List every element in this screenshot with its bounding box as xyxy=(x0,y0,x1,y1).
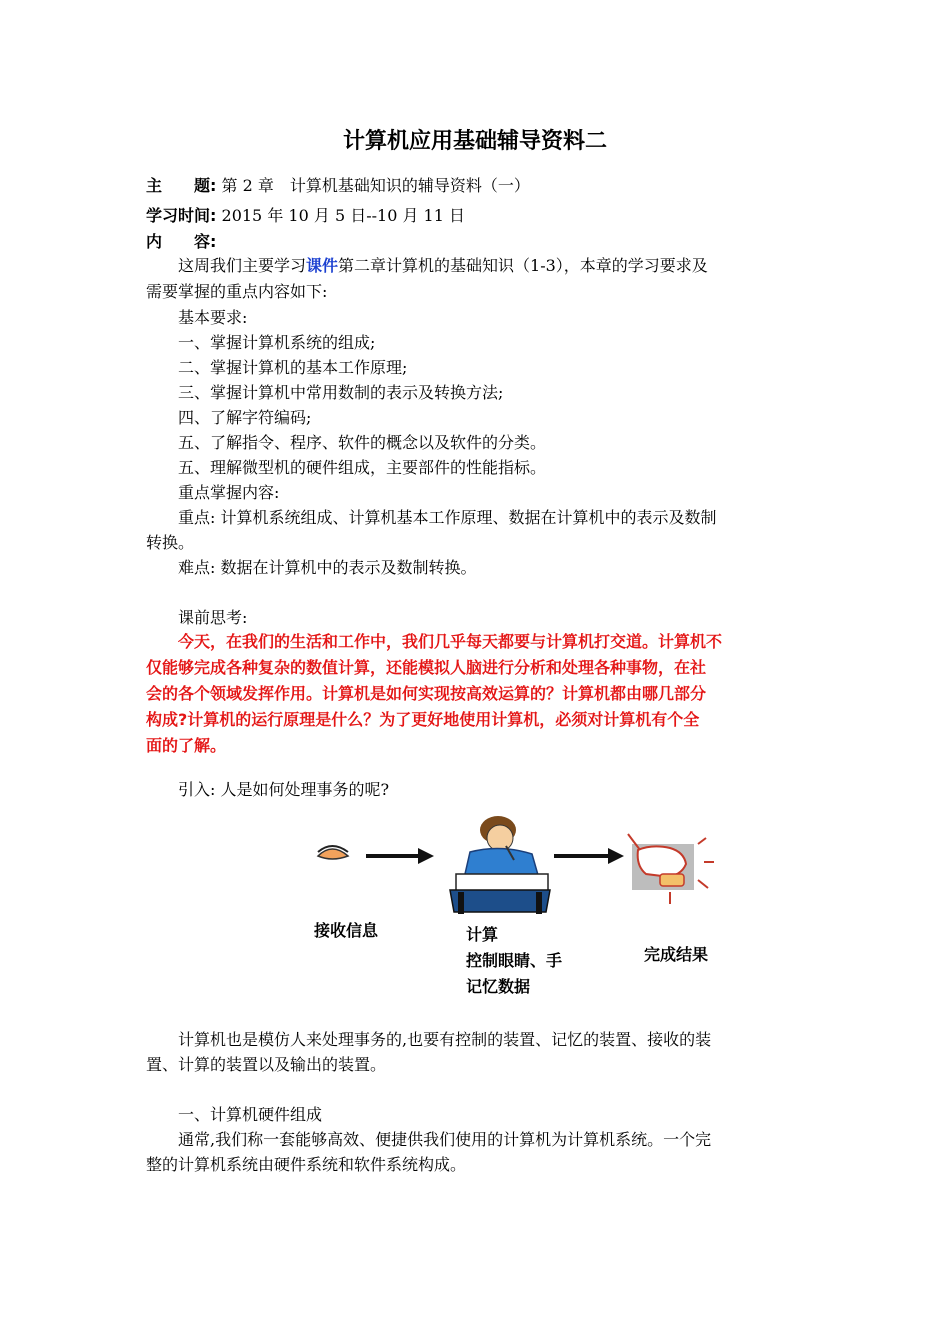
content-row: 内 容: xyxy=(146,232,217,251)
time-value: 2015 年 10 月 5 日--10 月 11 日 xyxy=(221,206,465,225)
requirement-item: 五、理解微型机的硬件组成，主要部件的性能指标。 xyxy=(178,458,547,477)
requirement-item: 一、掌握计算机系统的组成; xyxy=(178,333,376,352)
requirements-heading: 基本要求: xyxy=(178,308,248,327)
key-line-1: 重点: 计算机系统组成、计算机基本工作原理、数据在计算机中的表示及数制 xyxy=(178,508,717,527)
requirement-item: 四、了解字符编码; xyxy=(178,408,312,427)
hand-pressing-button-icon xyxy=(628,834,714,904)
thinking-line: 构成?计算机的运行原理是什么？为了更好地使用计算机，必须对计算机有个全 xyxy=(146,710,700,729)
intro-line-1 xyxy=(178,256,708,276)
after-line: 计算机也是模仿人来处理事务的,也要有控制的装置、记忆的装置、接收的装 xyxy=(178,1030,712,1049)
topic-row: 主 题: 第 2 章 计算机基础知识的辅导资料（一） xyxy=(146,176,530,195)
label-receive: 接收信息 xyxy=(314,921,379,940)
arrow-right-icon xyxy=(366,848,434,864)
thinking-line: 今天，在我们的生活和工作中，我们几乎每天都要与计算机打交道。计算机不 xyxy=(178,632,723,651)
requirement-item: 二、掌握计算机的基本工作原理; xyxy=(178,358,408,377)
label-control: 控制眼睛、手 xyxy=(466,951,563,970)
difficult-line: 难点: 数据在计算机中的表示及数制转换。 xyxy=(178,558,477,577)
topic-label: 主 题 xyxy=(146,176,211,195)
thinking-line: 面的了解。 xyxy=(146,736,227,755)
document-title: 计算机应用基础辅导资料二 xyxy=(342,129,607,154)
content-label: 内 容 xyxy=(146,232,211,251)
time-label: 学习时间 xyxy=(146,206,211,225)
courseware-link[interactable]: 课件 xyxy=(306,256,339,275)
after-line: 通常,我们称一套能够高效、便捷供我们使用的计算机为计算机系统。一个完 xyxy=(178,1130,712,1149)
key-line-2: 转换。 xyxy=(146,533,195,552)
intro-text-a: 这周我们主要学习 xyxy=(178,256,307,275)
intro-text-b: 第二章计算机的基础知识（1-3），本章的学习要求及 xyxy=(338,256,708,275)
after-line: 整的计算机系统由硬件系统和软件系统构成。 xyxy=(146,1155,467,1174)
requirement-item: 五、了解指令、程序、软件的概念以及软件的分类。 xyxy=(178,433,547,452)
topic-value: 第 2 章 计算机基础知识的辅导资料（一） xyxy=(221,176,530,195)
thinking-line: 会的各个领域发挥作用。计算机是如何实现按高效运算的？计算机都由哪几部分 xyxy=(146,684,707,703)
figure-intro: 引入: 人是如何处理事务的呢? xyxy=(178,780,390,799)
process-figure xyxy=(300,800,720,920)
section-heading: 一、计算机硬件组成 xyxy=(178,1105,323,1124)
label-compute: 计算 xyxy=(466,925,499,944)
arrow-right-icon xyxy=(554,848,624,864)
thinking-heading: 课前思考: xyxy=(178,608,248,627)
after-line: 置、计算的装置以及输出的装置。 xyxy=(146,1055,387,1074)
person-writing-icon xyxy=(450,816,550,914)
label-result: 完成结果 xyxy=(644,945,709,964)
label-memory: 记忆数据 xyxy=(466,977,531,996)
eye-icon xyxy=(318,846,348,859)
time-row: 学习时间: 2015 年 10 月 5 日--10 月 11 日 xyxy=(146,206,465,225)
keypoints-heading: 重点掌握内容: xyxy=(178,483,280,502)
requirement-item: 三、掌握计算机中常用数制的表示及转换方法; xyxy=(178,383,504,402)
thinking-line: 仅能够完成各种复杂的数值计算，还能模拟人脑进行分析和处理各种事物，在社 xyxy=(146,658,707,677)
intro-line-2: 需要掌握的重点内容如下: xyxy=(146,282,328,301)
